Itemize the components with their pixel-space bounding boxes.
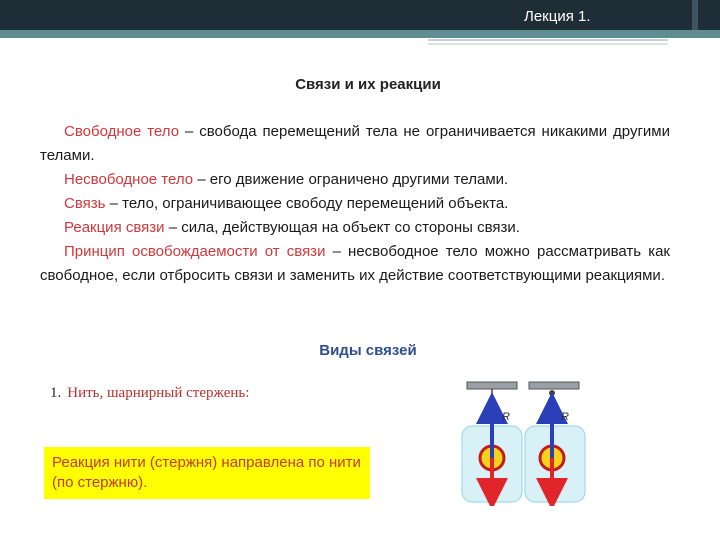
definition-paragraph <box>40 192 670 216</box>
definition-text: – сила, действующая на объект со стороны связи. <box>164 219 520 236</box>
definition-text: – тело, ограничивающее свободу перемещений объекта. <box>105 195 509 212</box>
definitions <box>40 120 670 288</box>
definition-paragraph <box>40 168 670 192</box>
list-text: Нить, шарнирный стержень: <box>67 385 250 401</box>
note-box: Реакция нити (стержня) направлена по нити (по стержню). <box>44 447 370 499</box>
definition-paragraph <box>40 240 670 288</box>
header-decor-line <box>428 43 668 45</box>
header-decor-line <box>428 39 668 41</box>
section-subtitle: Виды связей <box>319 342 417 359</box>
label-r-left: R <box>502 411 510 423</box>
definition-text: – несвободное тело можно рассматривать как свободное, если отбросить связи и заменить их действие соответствующими реакциями. <box>40 243 670 284</box>
slide-title: Связи и их реакции <box>295 76 441 93</box>
list-number: 1. <box>50 385 62 401</box>
definition-paragraph <box>40 120 670 168</box>
definition-term: Принцип освобождаемости от связи <box>64 243 326 260</box>
header-stripe <box>0 30 720 38</box>
top-bar-accent <box>692 0 698 30</box>
definition-term: Свободное тело <box>64 123 180 140</box>
label-r-right: R <box>561 411 569 423</box>
ceiling-left <box>467 382 517 389</box>
definition-term: Связь <box>64 195 106 212</box>
ceiling-right <box>529 382 579 389</box>
definition-paragraph <box>40 216 670 240</box>
definition-text: – его движение ограничено другими телами. <box>193 171 509 188</box>
lecture-title: Лекция 1. <box>524 8 591 25</box>
list-item <box>50 385 249 402</box>
definition-text: – свобода перемещений тела не ограничивается никакими другими телами. <box>40 123 670 164</box>
top-bar <box>0 0 720 30</box>
definition-term: Несвободное тело <box>64 171 194 188</box>
constraint-diagram <box>455 376 595 506</box>
definition-term: Реакция связи <box>64 219 165 236</box>
